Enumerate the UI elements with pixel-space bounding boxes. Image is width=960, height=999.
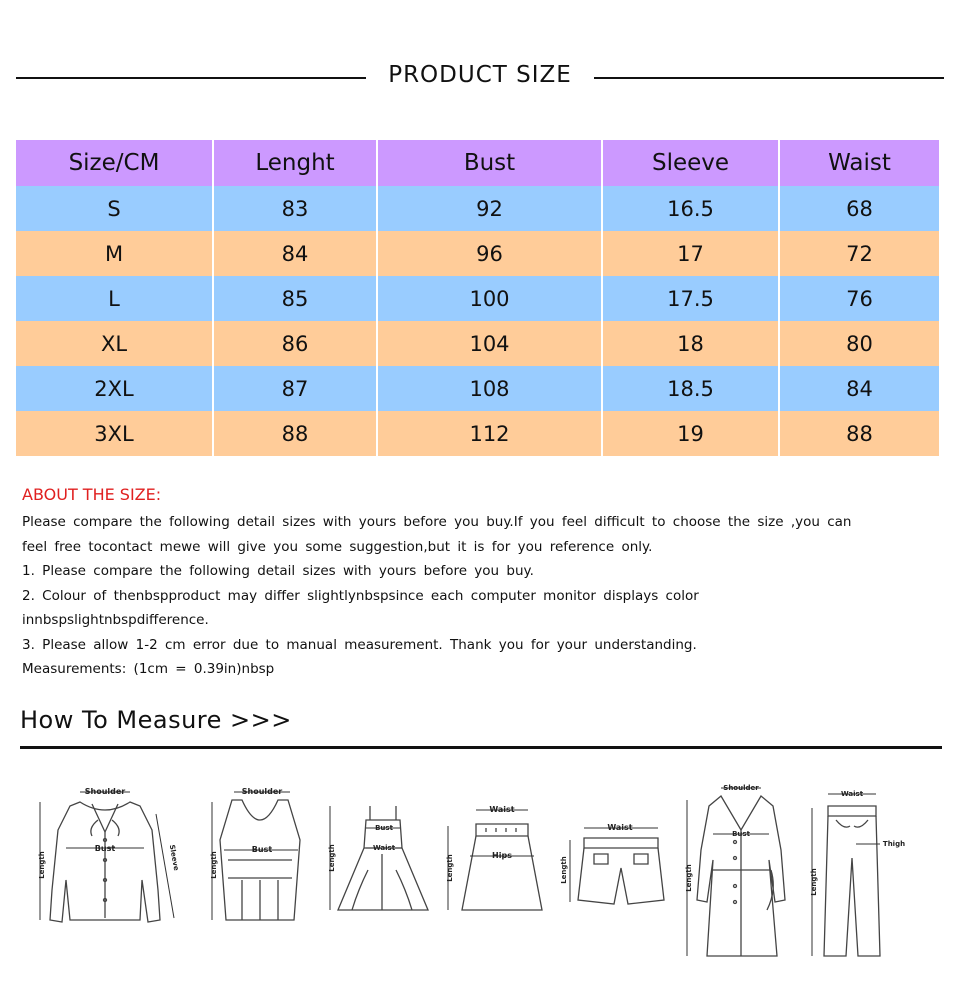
length-label: Length bbox=[810, 868, 818, 896]
bust-label: Bust bbox=[375, 824, 393, 832]
size-table bbox=[16, 140, 941, 456]
waist-label: Waist bbox=[372, 844, 396, 852]
header-rule-left bbox=[16, 77, 366, 79]
table-row bbox=[16, 231, 940, 276]
table-row bbox=[16, 186, 940, 231]
waist-cell: 84 bbox=[779, 366, 940, 411]
waist-cell: 72 bbox=[779, 231, 940, 276]
about-line: 2. Colour of thenbspproduct may differ slightlynbspsince each computer monitor displays color bbox=[22, 587, 699, 604]
waist-cell: 88 bbox=[779, 411, 940, 456]
blouse-diagram bbox=[22, 770, 192, 970]
length-label: Length bbox=[328, 844, 336, 872]
bust-label: Bust bbox=[251, 845, 273, 854]
bust-cell: 108 bbox=[377, 366, 602, 411]
measurement-diagrams bbox=[22, 770, 942, 970]
length-cell: 85 bbox=[213, 276, 377, 321]
product-size-header bbox=[0, 60, 960, 100]
waist-cell: 68 bbox=[779, 186, 940, 231]
about-size-section bbox=[22, 485, 872, 682]
length-label: Length bbox=[38, 851, 46, 879]
size-cell: L bbox=[16, 276, 213, 321]
shorts-diagram bbox=[550, 770, 674, 970]
bust-cell: 96 bbox=[377, 231, 602, 276]
bust-cell: 100 bbox=[377, 276, 602, 321]
bust-cell: 104 bbox=[377, 321, 602, 366]
table-row bbox=[16, 276, 940, 321]
about-line: 1. Please compare the following detail sizes with yours before you buy. bbox=[22, 563, 534, 579]
bust-cell: 112 bbox=[377, 411, 602, 456]
about-line: innbspslightnbspdifference. bbox=[22, 612, 209, 628]
table-header-row bbox=[16, 140, 940, 186]
page-title: PRODUCT SIZE bbox=[388, 62, 572, 88]
size-cell: XL bbox=[16, 321, 213, 366]
column-header: Waist bbox=[779, 140, 940, 186]
table-row bbox=[16, 366, 940, 411]
tank-top-diagram bbox=[202, 770, 322, 970]
column-header: Size/CM bbox=[16, 140, 213, 186]
hips-label: Hips bbox=[492, 851, 512, 860]
sleeve-cell: 16.5 bbox=[602, 186, 779, 231]
about-line: feel free tocontact mewe will give you some suggestion,but it is for you reference only. bbox=[22, 538, 653, 555]
column-header: Lenght bbox=[213, 140, 377, 186]
how-to-measure-title: How To Measure >>> bbox=[20, 706, 292, 734]
length-label: Length bbox=[446, 854, 454, 882]
length-cell: 87 bbox=[213, 366, 377, 411]
shoulder-label: Shoulder bbox=[84, 787, 126, 796]
pants-diagram bbox=[800, 770, 920, 970]
column-header: Bust bbox=[377, 140, 602, 186]
size-cell: M bbox=[16, 231, 213, 276]
about-title: ABOUT THE SIZE: bbox=[22, 485, 162, 504]
dress-diagram bbox=[322, 770, 432, 970]
table-row bbox=[16, 411, 940, 456]
sleeve-label: Sleeve bbox=[167, 844, 181, 872]
about-line: Measurements: (1cm = 0.39in)nbsp bbox=[22, 661, 275, 677]
length-label: Length bbox=[560, 856, 568, 884]
shoulder-label: Shoulder bbox=[723, 784, 759, 792]
size-cell: S bbox=[16, 186, 213, 231]
about-line: Please compare the following detail sizes with yours before you buy.If you feel difficult to choose the size ,you can bbox=[22, 514, 852, 530]
column-header: Sleeve bbox=[602, 140, 779, 186]
length-cell: 83 bbox=[213, 186, 377, 231]
length-cell: 86 bbox=[213, 321, 377, 366]
bust-label: Bust bbox=[94, 844, 116, 853]
waist-cell: 76 bbox=[779, 276, 940, 321]
waist-cell: 80 bbox=[779, 321, 940, 366]
sleeve-cell: 18.5 bbox=[602, 366, 779, 411]
size-cell: 3XL bbox=[16, 411, 213, 456]
header-rule-right bbox=[594, 77, 944, 79]
waist-label: Waist bbox=[607, 823, 633, 832]
size-cell: 2XL bbox=[16, 366, 213, 411]
length-label: Length bbox=[685, 864, 693, 892]
waist-label: Waist bbox=[840, 790, 864, 798]
skirt-diagram bbox=[434, 770, 544, 970]
how-to-measure-heading bbox=[20, 706, 942, 749]
bust-label: Bust bbox=[732, 830, 750, 838]
sleeve-cell: 19 bbox=[602, 411, 779, 456]
shoulder-label: Shoulder bbox=[241, 787, 283, 796]
waist-label: Waist bbox=[489, 805, 515, 814]
length-cell: 84 bbox=[213, 231, 377, 276]
coat-diagram bbox=[677, 770, 797, 970]
length-label: Length bbox=[210, 851, 218, 879]
bust-cell: 92 bbox=[377, 186, 602, 231]
sleeve-cell: 17 bbox=[602, 231, 779, 276]
about-line: 3. Please allow 1-2 cm error due to manual measurement. Thank you for your understanding. bbox=[22, 636, 697, 653]
table-row bbox=[16, 321, 940, 366]
thigh-label: Thigh bbox=[882, 840, 906, 848]
length-cell: 88 bbox=[213, 411, 377, 456]
sleeve-cell: 17.5 bbox=[602, 276, 779, 321]
sleeve-cell: 18 bbox=[602, 321, 779, 366]
